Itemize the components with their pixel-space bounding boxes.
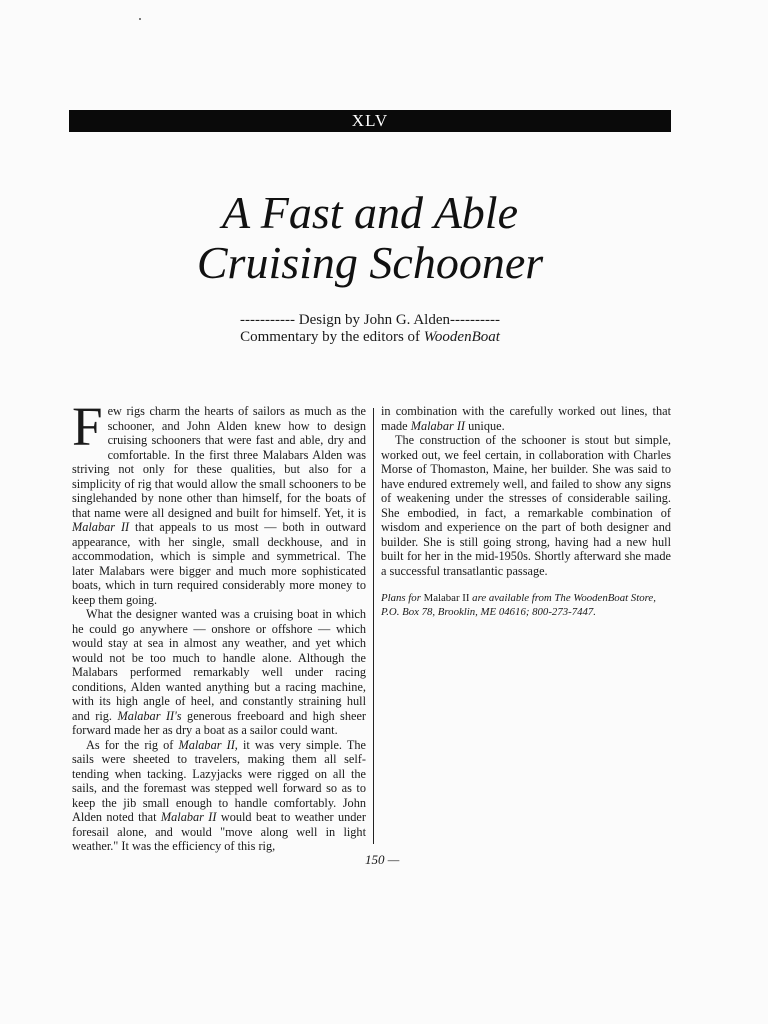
paragraph [72, 738, 366, 854]
commentary-prefix: Commentary by the editors of [240, 329, 424, 345]
speck-mark [139, 18, 141, 20]
byline [69, 312, 671, 346]
column-divider [373, 408, 374, 844]
title-line-2: Cruising Schooner [196, 237, 544, 288]
designer-credit: ----------- Design by John G. Alden---------- [240, 312, 500, 328]
boat-name: Malabar II's [117, 708, 182, 723]
boat-name: Malabar II [423, 592, 470, 604]
paragraph [72, 607, 366, 738]
paragraph [72, 396, 366, 607]
text-run: that appeals to us most — both in outward appearance, with her single, small deckhouse, and in accommodation, which is simple and symmetrical. The later Malabars were bigger and much more sophisticated boats, which in turn required considerably more money to keep them going. [72, 520, 366, 607]
text-run: generous freeboard and high sheer forward made her as dry a boat as a sailor could want. [72, 708, 367, 737]
boat-name: Malabar II, [178, 737, 238, 752]
text-run: Plans for [381, 592, 424, 604]
plans-availability-note [381, 591, 671, 619]
page-number: 150 — [365, 852, 400, 867]
text-run: are available from The WoodenBoat Store, P.O. Box 78, Brooklin, ME 04616; 800-273-7447. [381, 592, 656, 618]
paragraph [381, 404, 671, 433]
text-run: As for the rig of [86, 737, 179, 752]
left-column [72, 396, 367, 854]
chapter-number: XLV [351, 111, 389, 130]
text-run: in combination with the carefully worked out lines, that made [381, 404, 671, 433]
commentary-credit [69, 329, 671, 346]
chapter-number-bar [69, 110, 671, 132]
boat-name: Malabar II [160, 810, 217, 824]
paragraph: The construction of the schooner is stout but simple, worked out, we feel certain, in collaboration with Charles Morse of Thomaston, Maine, her builder. She was said to have endured extremely well, and failed to show any signs of weakening under the stresses of considerable sailing. She embodied, in fact, a remarkable combination of wisdom and experience on the part of both designer and builder. She is still going strong, having had a new hull built for her in the mid-1950s. Shortly afterward she made a successful transatlantic passage. [381, 433, 671, 578]
text-run: it was very simple. The sails were sheeted to travelers, making them all self-tending when tacking. Lazyjacks were rigged on all the sails, and the foremast was stepped well forward so as to keep the jib small enough to handle comfortably. John Alden noted that [72, 737, 366, 824]
drop-cap: F [72, 396, 103, 457]
article-title [69, 188, 671, 288]
text-run: would beat to weather under foresail alone, and would "move along well in light weather." It was the efficiency of this rig, [72, 810, 366, 853]
text-run: ew rigs charm the hearts of sailors as much as the schooner, and John Alden knew how to design cruising schooners that were fast and able, dry and comfortable. In the first three Malabars Alden was striving not only for these qualities, but also for a simplicity of rig that would allow the small schooners to be singlehanded by none other than himself, for the boats of that name were all designed and built for himself. Yet, it is [72, 404, 366, 520]
magazine-name: WoodenBoat [423, 329, 500, 345]
right-column [381, 404, 671, 619]
text-run: What the designer wanted was a cruising boat in which he could go anywhere — onshore or offshore — which would stay at sea in almost any weather, and yet which would not be too much to handle alone. Although the Malabars performed remarkably well under racing conditions, Alden wanted anything but a racing machine, with its high angle of heel, and constantly straining hull and rig. [72, 607, 366, 723]
boat-name: Malabar II [72, 520, 130, 534]
text-run: unique. [465, 418, 505, 433]
boat-name: Malabar II [410, 418, 466, 433]
title-line-1: A Fast and Able [221, 187, 518, 238]
